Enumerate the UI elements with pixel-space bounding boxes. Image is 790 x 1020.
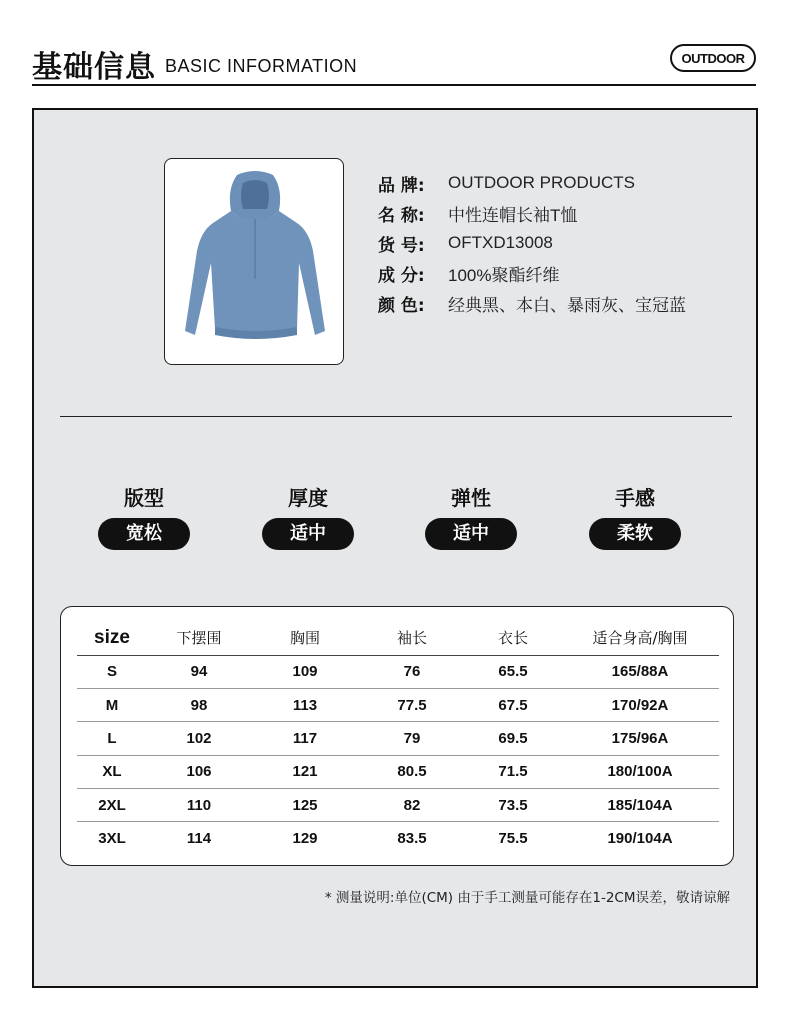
table-row (77, 655, 719, 688)
table-cell: 73.5 (465, 789, 561, 822)
table-cell: 77.5 (359, 688, 465, 721)
attribute-label: 弹性 (451, 486, 491, 510)
table-cell: 69.5 (465, 722, 561, 755)
table-cell: 106 (147, 755, 251, 788)
column-header: 下摆围 (147, 621, 251, 655)
table-cell: 165/88A (561, 655, 719, 688)
attribute-elasticity (421, 482, 521, 550)
table-cell: 190/104A (607, 830, 673, 848)
attribute-list (94, 482, 694, 554)
table-cell: 121 (251, 755, 359, 788)
attribute-label: 版型 (124, 486, 164, 510)
info-label: 品 牌: (378, 175, 425, 196)
info-row-sku (378, 228, 738, 258)
info-label: 名 称: (378, 205, 425, 226)
table-row (77, 722, 719, 755)
table-cell: 65.5 (465, 655, 561, 688)
info-row-name (378, 198, 738, 228)
table-cell: M (77, 688, 147, 721)
product-info (378, 168, 738, 318)
table-cell: 75.5 (498, 830, 528, 848)
table-cell: 82 (359, 789, 465, 822)
table-cell: 94 (147, 655, 251, 688)
column-header: size (77, 621, 147, 655)
info-row-color (378, 288, 738, 318)
page-title: 基础信息 (32, 50, 156, 85)
table-cell: XL (77, 755, 147, 788)
attribute-value-pill: 适中 (262, 518, 354, 550)
table-cell: 83.5 (397, 830, 427, 848)
table-header-row (77, 621, 719, 655)
page-header (32, 38, 756, 86)
table-cell: 117 (251, 722, 359, 755)
brand-logo-text: OUTDOOR (681, 50, 745, 66)
info-value: 100%聚酯纤维 (448, 265, 560, 285)
section-divider (60, 416, 732, 417)
table-cell: 125 (251, 789, 359, 822)
brand-logo (670, 44, 756, 72)
table-row (77, 789, 719, 822)
info-value: OFTXD13008 (448, 233, 553, 252)
table-cell: L (77, 722, 147, 755)
table-cell: 185/104A (561, 789, 719, 822)
table-cell: 98 (147, 688, 251, 721)
table-cell: 110 (147, 789, 251, 822)
product-photo (164, 158, 344, 365)
table-cell: 3XL (98, 830, 126, 848)
table-cell: 102 (147, 722, 251, 755)
table-row (77, 755, 719, 788)
attribute-value-pill: 宽松 (98, 518, 190, 550)
info-label: 颜 色: (378, 295, 425, 316)
table-cell: 76 (359, 655, 465, 688)
attribute-thickness (258, 482, 358, 550)
info-row-brand (378, 168, 738, 198)
attribute-fit (94, 482, 194, 550)
table-cell: 79 (359, 722, 465, 755)
column-header: 袖长 (359, 621, 465, 655)
table-cell: 114 (186, 830, 212, 848)
table-cell: 180/100A (561, 755, 719, 788)
attribute-value-pill: 适中 (425, 518, 517, 550)
table-row (77, 822, 719, 855)
size-table (77, 621, 719, 855)
table-cell: 175/96A (561, 722, 719, 755)
attribute-label: 厚度 (288, 486, 328, 510)
info-value: OUTDOOR PRODUCTS (448, 173, 635, 192)
table-cell: 109 (251, 655, 359, 688)
table-cell: 67.5 (465, 688, 561, 721)
table-cell: 2XL (77, 789, 147, 822)
attribute-value-pill: 柔软 (589, 518, 681, 550)
attribute-feel (585, 482, 685, 550)
column-header: 适合身高/胸围 (561, 621, 719, 655)
info-panel (32, 108, 758, 988)
column-header: 胸围 (251, 621, 359, 655)
table-cell: 129 (292, 830, 318, 848)
table-cell: 170/92A (561, 688, 719, 721)
table-cell: S (77, 655, 147, 688)
info-row-material (378, 258, 738, 288)
info-value: 经典黑、本白、暴雨灰、宝冠蓝 (448, 295, 686, 315)
attribute-label: 手感 (615, 486, 655, 510)
size-chart (60, 606, 734, 866)
measurement-note: * 测量说明:单位(CM) 由于手工测量可能存在1-2CM误差，敬请谅解 (324, 890, 730, 906)
table-row (77, 688, 719, 721)
hoodie-icon (165, 159, 345, 366)
table-cell: 113 (251, 688, 359, 721)
info-label: 货 号: (378, 235, 425, 256)
page-subtitle: BASIC INFORMATION (165, 56, 358, 76)
table-cell: 80.5 (359, 755, 465, 788)
info-label: 成 分: (378, 265, 425, 286)
info-value: 中性连帽长袖T恤 (448, 205, 578, 225)
table-cell: 71.5 (465, 755, 561, 788)
column-header: 衣长 (465, 621, 561, 655)
